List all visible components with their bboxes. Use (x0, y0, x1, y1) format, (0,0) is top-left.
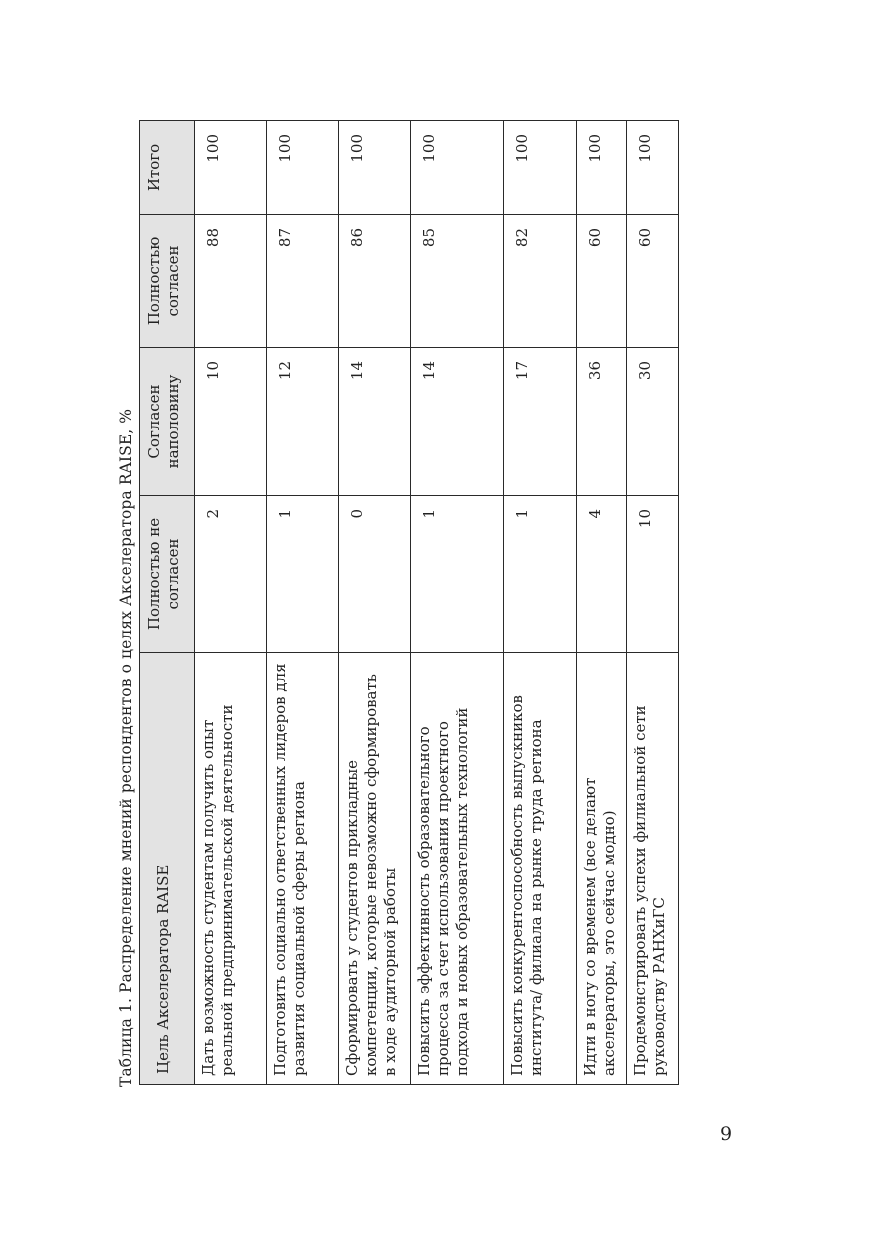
goal-cell: Подготовить социально ответственных лидеров для развития социальной сферы региона (267, 653, 339, 1085)
goal-cell: Продемонстрировать успехи филиальной сети руководству РАНХиГС (627, 653, 679, 1085)
goals-table (139, 120, 679, 1085)
half-agree-cell: 10 (195, 348, 267, 496)
table-row (267, 121, 339, 1085)
half-agree-cell: 14 (411, 348, 504, 496)
total-cell: 100 (577, 121, 627, 215)
fully-disagree-cell: 1 (504, 496, 577, 653)
table-row (195, 121, 267, 1085)
table-header-row (140, 121, 195, 1085)
total-cell: 100 (339, 121, 411, 215)
goal-cell: Сформировать у студентов прикладные компетенции, которые невозможно сформировать в ходе аудиторной работы (339, 653, 411, 1085)
goal-cell: Дать возможность студентам получить опыт реальной предпринимательской деятельности (195, 653, 267, 1085)
half-agree-cell: 12 (267, 348, 339, 496)
half-agree-cell: 14 (339, 348, 411, 496)
table-row (504, 121, 577, 1085)
table-caption: Таблица 1. Распределение мнений респондентов о целях Акселератора RAISE, % (117, 408, 135, 1087)
goal-cell: Повысить конкурентоспособность выпускников института/ филиала на рынке труда региона (504, 653, 577, 1085)
table-row (339, 121, 411, 1085)
fully-agree-cell: 60 (627, 215, 679, 348)
header-fully-disagree: Полностью не согласен (140, 496, 195, 653)
fully-agree-cell: 60 (577, 215, 627, 348)
half-agree-cell: 36 (577, 348, 627, 496)
fully-agree-cell: 88 (195, 215, 267, 348)
total-cell: 100 (195, 121, 267, 215)
fully-disagree-cell: 2 (195, 496, 267, 653)
header-goal: Цель Акселератора RAISE (140, 653, 195, 1085)
table-row (577, 121, 627, 1085)
fully-disagree-cell: 10 (627, 496, 679, 653)
rotated-table-block (115, 121, 675, 1087)
total-cell: 100 (267, 121, 339, 215)
fully-agree-cell: 87 (267, 215, 339, 348)
table-row (627, 121, 679, 1085)
table-row (411, 121, 504, 1085)
fully-agree-cell: 86 (339, 215, 411, 348)
fully-disagree-cell: 4 (577, 496, 627, 653)
half-agree-cell: 30 (627, 348, 679, 496)
header-half-agree: Согласен наполовину (140, 348, 195, 496)
fully-agree-cell: 85 (411, 215, 504, 348)
fully-agree-cell: 82 (504, 215, 577, 348)
total-cell: 100 (627, 121, 679, 215)
fully-disagree-cell: 1 (267, 496, 339, 653)
page-number: 9 (720, 1123, 733, 1145)
fully-disagree-cell: 1 (411, 496, 504, 653)
header-total: Итого (140, 121, 195, 215)
goal-cell: Повысить эффективность образовательного процесса за счет использования проектного подхода и новых образовательных технологий (411, 653, 504, 1085)
fully-disagree-cell: 0 (339, 496, 411, 653)
half-agree-cell: 17 (504, 348, 577, 496)
header-fully-agree: Полностью согласен (140, 215, 195, 348)
total-cell: 100 (411, 121, 504, 215)
total-cell: 100 (504, 121, 577, 215)
goal-cell: Идти в ногу со временем (все делают акселераторы, это сейчас модно) (577, 653, 627, 1085)
